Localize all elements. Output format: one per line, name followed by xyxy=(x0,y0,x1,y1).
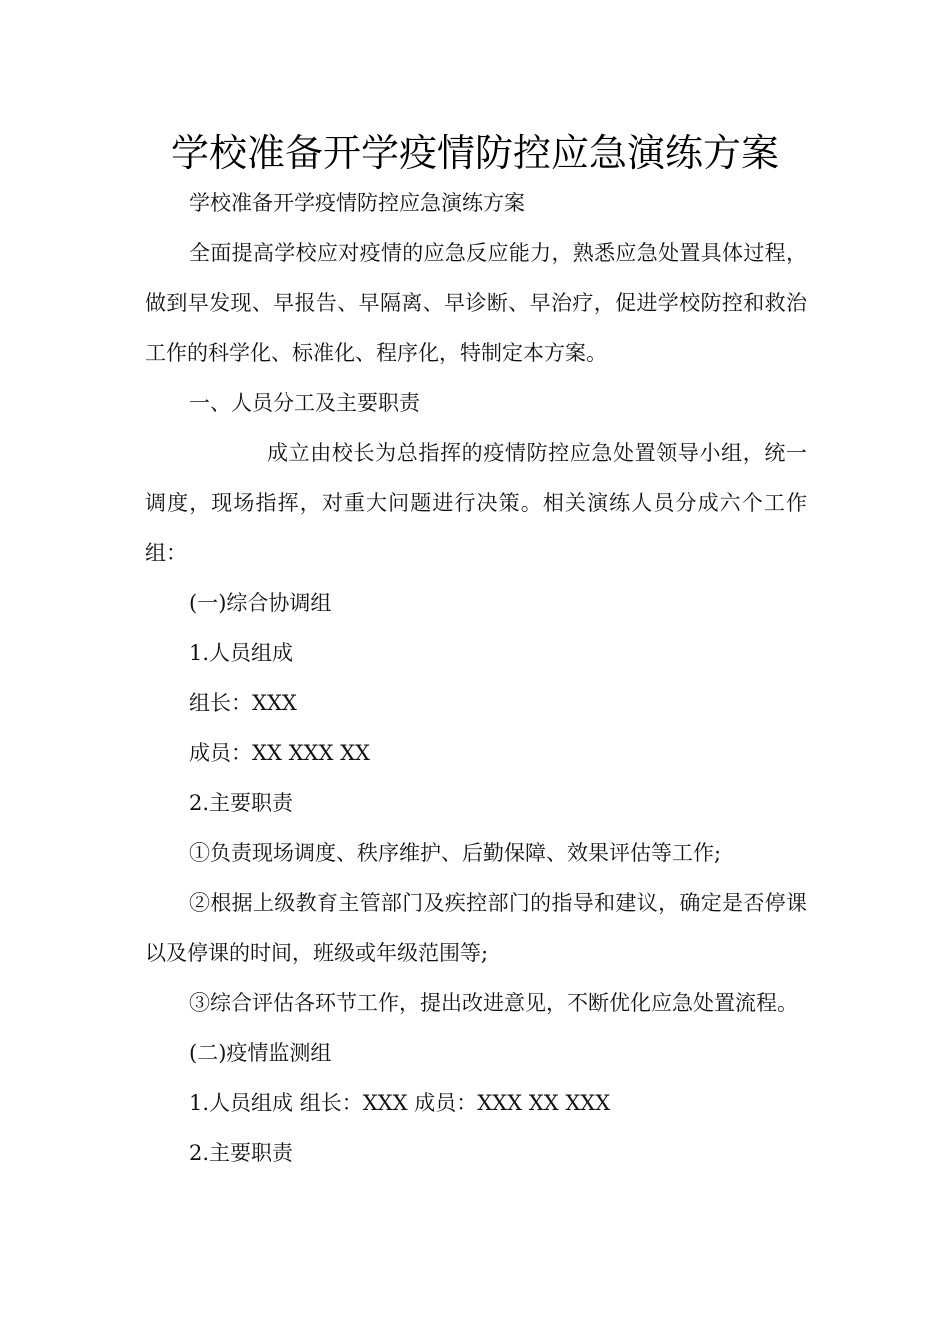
group-heading-2: (二)疫情监测组 xyxy=(189,1041,332,1065)
group-heading-1: (一)综合协调组 xyxy=(189,591,332,615)
intro-paragraph: 全面提高学校应对疫情的应急反应能力，熟悉应急处置具体过程，做到早发现、早报告、早隔离、早诊断、早治疗，促进学校防控和救治工作的科学化、标准化、程序化，特制定本方案。 xyxy=(145,241,807,365)
list-item: 2.主要职责 xyxy=(189,1141,294,1165)
subtitle-paragraph: 学校准备开学疫情防控应急演练方案 xyxy=(189,191,525,215)
duty-item: ③综合评估各环节工作，提出改进意见，不断优化应急处置流程。 xyxy=(189,991,798,1015)
list-item: 2.主要职责 xyxy=(189,791,294,815)
duty-item: ①负责现场调度、秩序维护、后勤保障、效果评估等工作; xyxy=(189,841,722,865)
list-item: 成员：XX XXX XX xyxy=(189,741,371,765)
leadership-paragraph: 成立由校长为总指挥的疫情防控应急处置领导小组，统一调度，现场指挥，对重大问题进行决策。相关演练人员分成六个工作组： xyxy=(145,441,807,565)
list-item: 1.人员组成 组长：XXX 成员：XXX XX XXX xyxy=(189,1091,611,1115)
list-item: 1.人员组成 xyxy=(189,641,294,665)
document-title: 学校准备开学疫情防控应急演练方案 xyxy=(170,131,779,175)
section-heading-1: 一、人员分工及主要职责 xyxy=(189,391,420,415)
duty-item: ②根据上级教育主管部门及疾控部门的指导和建议，确定是否停课以及停课的时间，班级或年级范围等; xyxy=(145,891,807,965)
list-item: 组长：XXX xyxy=(189,691,297,715)
document-body xyxy=(145,178,807,1178)
